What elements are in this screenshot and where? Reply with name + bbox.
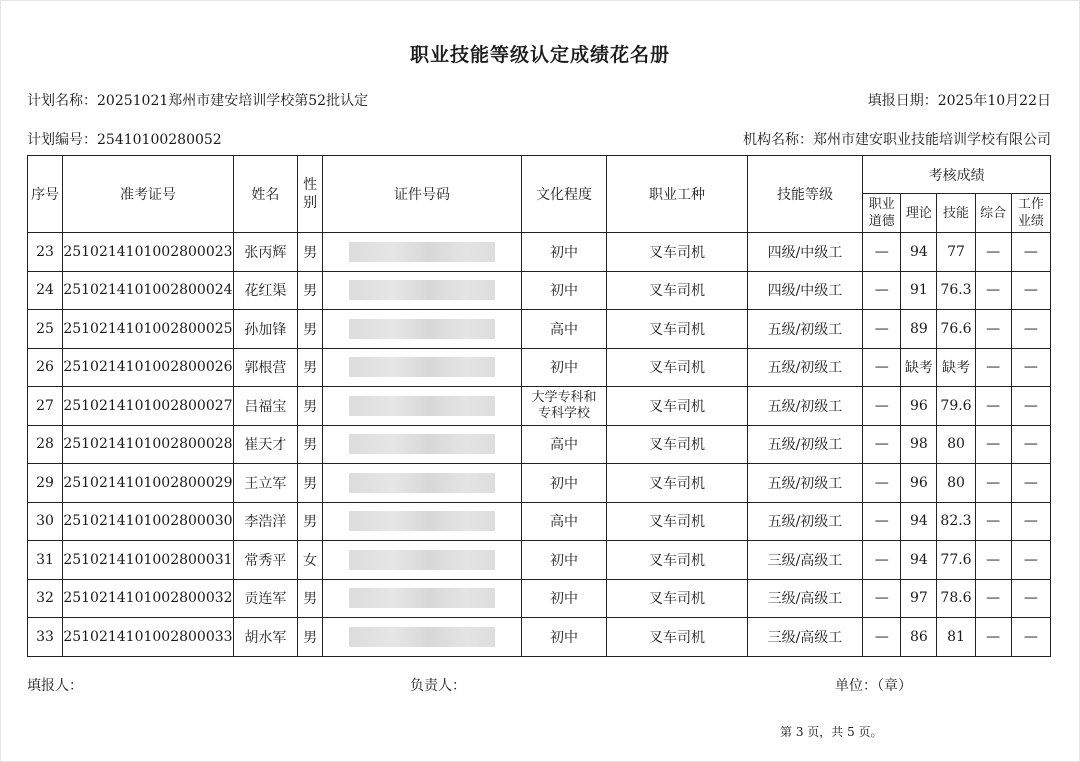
cell-theory: 91 xyxy=(901,271,937,310)
cell-performance: — xyxy=(1011,541,1050,580)
cell-level: 三级/高级工 xyxy=(747,579,862,618)
cell-performance: — xyxy=(1011,310,1050,349)
cell-theory: 86 xyxy=(901,618,937,657)
cell-seq: 23 xyxy=(28,233,63,272)
redacted-id-blur xyxy=(349,319,495,339)
header-theory: 理论 xyxy=(901,194,937,233)
cell-performance: — xyxy=(1011,271,1050,310)
table-row xyxy=(28,387,1051,426)
cell-education: 初中 xyxy=(521,618,606,657)
cell-ethics: — xyxy=(863,425,901,464)
page-number: 第 3 页，共 5 页。 xyxy=(780,725,883,739)
cell-skill: 76.3 xyxy=(937,271,975,310)
org-name: 机构名称：郑州市建安职业技能培训学校有限公司 xyxy=(743,132,1051,148)
cell-ticket: 2510214101002800024 xyxy=(63,271,234,310)
cell-name: 李浩洋 xyxy=(233,502,297,541)
cell-skill: 82.3 xyxy=(937,502,975,541)
cell-overall: — xyxy=(975,310,1011,349)
cell-skill: 77.6 xyxy=(937,541,975,580)
cell-gender: 男 xyxy=(298,579,323,618)
cell-job: 叉车司机 xyxy=(607,579,748,618)
cell-name: 花红渠 xyxy=(233,271,297,310)
cell-theory: 94 xyxy=(901,233,937,272)
cell-ethics: — xyxy=(863,387,901,426)
cell-education xyxy=(521,387,606,426)
header-overall: 综合 xyxy=(975,194,1011,233)
cell-skill: 80 xyxy=(937,425,975,464)
cell-job: 叉车司机 xyxy=(607,502,748,541)
cell-id-redacted xyxy=(323,310,522,349)
cell-id-redacted xyxy=(323,502,522,541)
cell-overall: — xyxy=(975,233,1011,272)
cell-job: 叉车司机 xyxy=(607,387,748,426)
table-row xyxy=(28,425,1051,464)
cell-ethics: — xyxy=(863,310,901,349)
cell-overall: — xyxy=(975,271,1011,310)
table-row xyxy=(28,502,1051,541)
cell-job: 叉车司机 xyxy=(607,541,748,580)
education-line-2: 专科学校 xyxy=(538,405,591,421)
cell-level: 三级/高级工 xyxy=(747,618,862,657)
cell-theory: 96 xyxy=(901,387,937,426)
cell-level: 五级/初级工 xyxy=(747,348,862,387)
cell-id-redacted xyxy=(323,348,522,387)
redacted-id-blur xyxy=(349,550,495,570)
cell-theory: 94 xyxy=(901,541,937,580)
table-row xyxy=(28,233,1051,272)
cell-name: 吕福宝 xyxy=(233,387,297,426)
plan-code: 计划编号：25410100280052 xyxy=(27,132,222,148)
cell-overall: — xyxy=(975,618,1011,657)
cell-education: 初中 xyxy=(521,348,606,387)
cell-level: 五级/初级工 xyxy=(747,502,862,541)
header-level: 技能等级 xyxy=(747,156,862,233)
cell-performance: — xyxy=(1011,502,1050,541)
cell-name: 郭根营 xyxy=(233,348,297,387)
cell-job: 叉车司机 xyxy=(607,310,748,349)
cell-overall: — xyxy=(975,425,1011,464)
cell-id-redacted xyxy=(323,464,522,503)
header-ticket: 准考证号 xyxy=(63,156,234,233)
cell-ticket: 2510214101002800026 xyxy=(63,348,234,387)
cell-gender: 男 xyxy=(298,618,323,657)
score-roster-table xyxy=(27,155,1051,657)
cell-skill: 81 xyxy=(937,618,975,657)
cell-job: 叉车司机 xyxy=(607,425,748,464)
cell-name: 王立军 xyxy=(233,464,297,503)
header-education: 文化程度 xyxy=(521,156,606,233)
cell-seq: 26 xyxy=(28,348,63,387)
cell-performance: — xyxy=(1011,425,1050,464)
cell-ethics: — xyxy=(863,464,901,503)
header-id-number: 证件号码 xyxy=(323,156,522,233)
cell-level: 三级/高级工 xyxy=(747,541,862,580)
redacted-id-blur xyxy=(349,357,495,377)
cell-seq: 32 xyxy=(28,579,63,618)
redacted-id-blur xyxy=(349,280,495,300)
cell-name: 孙加锋 xyxy=(233,310,297,349)
cell-seq: 24 xyxy=(28,271,63,310)
cell-education: 初中 xyxy=(521,464,606,503)
cell-level: 五级/初级工 xyxy=(747,310,862,349)
footer-filler: 填报人： xyxy=(27,678,83,694)
redacted-id-blur xyxy=(349,627,495,647)
cell-ethics: — xyxy=(863,348,901,387)
cell-name: 崔天才 xyxy=(233,425,297,464)
cell-theory: 96 xyxy=(901,464,937,503)
cell-ticket: 2510214101002800031 xyxy=(63,541,234,580)
cell-skill: 80 xyxy=(937,464,975,503)
table-row xyxy=(28,618,1051,657)
cell-overall: — xyxy=(975,387,1011,426)
redacted-id-blur xyxy=(349,588,495,608)
cell-ethics: — xyxy=(863,618,901,657)
cell-ticket: 2510214101002800033 xyxy=(63,618,234,657)
cell-gender: 男 xyxy=(298,425,323,464)
redacted-id-blur xyxy=(349,473,495,493)
cell-ticket: 2510214101002800032 xyxy=(63,579,234,618)
cell-seq: 27 xyxy=(28,387,63,426)
cell-seq: 25 xyxy=(28,310,63,349)
cell-name: 胡水军 xyxy=(233,618,297,657)
cell-overall: — xyxy=(975,348,1011,387)
cell-ethics: — xyxy=(863,233,901,272)
table-row xyxy=(28,310,1051,349)
cell-level: 四级/中级工 xyxy=(747,271,862,310)
cell-ticket: 2510214101002800030 xyxy=(63,502,234,541)
cell-gender: 男 xyxy=(298,271,323,310)
header-performance: 工作业绩 xyxy=(1011,194,1050,233)
cell-theory: 94 xyxy=(901,502,937,541)
cell-name: 贡连军 xyxy=(233,579,297,618)
cell-overall: — xyxy=(975,502,1011,541)
cell-id-redacted xyxy=(323,271,522,310)
cell-overall: — xyxy=(975,541,1011,580)
cell-gender: 女 xyxy=(298,541,323,580)
cell-skill: 缺考 xyxy=(937,348,975,387)
cell-ticket: 2510214101002800023 xyxy=(63,233,234,272)
cell-gender: 男 xyxy=(298,233,323,272)
cell-education: 高中 xyxy=(521,425,606,464)
cell-theory: 97 xyxy=(901,579,937,618)
cell-ticket: 2510214101002800029 xyxy=(63,464,234,503)
cell-skill: 76.6 xyxy=(937,310,975,349)
redacted-id-blur xyxy=(349,242,495,262)
cell-theory: 98 xyxy=(901,425,937,464)
cell-job: 叉车司机 xyxy=(607,348,748,387)
cell-name: 常秀平 xyxy=(233,541,297,580)
cell-theory: 89 xyxy=(901,310,937,349)
cell-performance: — xyxy=(1011,579,1050,618)
cell-gender: 男 xyxy=(298,464,323,503)
cell-ethics: — xyxy=(863,541,901,580)
cell-id-redacted xyxy=(323,541,522,580)
redacted-id-blur xyxy=(349,434,495,454)
cell-performance: — xyxy=(1011,618,1050,657)
cell-id-redacted xyxy=(323,387,522,426)
table-row xyxy=(28,348,1051,387)
header-gender: 性别 xyxy=(298,156,323,233)
cell-education: 初中 xyxy=(521,579,606,618)
header-ethics: 职业道德 xyxy=(863,194,901,233)
cell-performance: — xyxy=(1011,387,1050,426)
cell-ethics: — xyxy=(863,502,901,541)
header-job: 职业工种 xyxy=(607,156,748,233)
table-row xyxy=(28,579,1051,618)
cell-id-redacted xyxy=(323,233,522,272)
cell-level: 五级/初级工 xyxy=(747,464,862,503)
table-row xyxy=(28,541,1051,580)
cell-seq: 30 xyxy=(28,502,63,541)
cell-job: 叉车司机 xyxy=(607,618,748,657)
fill-date: 填报日期：2025年10月22日 xyxy=(867,93,1051,109)
header-scores: 考核成绩 xyxy=(863,156,1051,194)
cell-ticket: 2510214101002800025 xyxy=(63,310,234,349)
cell-id-redacted xyxy=(323,579,522,618)
cell-id-redacted xyxy=(323,618,522,657)
table-row xyxy=(28,271,1051,310)
cell-seq: 33 xyxy=(28,618,63,657)
redacted-id-blur xyxy=(349,396,495,416)
cell-education: 高中 xyxy=(521,310,606,349)
cell-ticket: 2510214101002800027 xyxy=(63,387,234,426)
header-name: 姓名 xyxy=(233,156,297,233)
cell-education: 初中 xyxy=(521,233,606,272)
cell-name: 张丙辉 xyxy=(233,233,297,272)
cell-job: 叉车司机 xyxy=(607,271,748,310)
cell-ticket: 2510214101002800028 xyxy=(63,425,234,464)
cell-gender: 男 xyxy=(298,348,323,387)
cell-job: 叉车司机 xyxy=(607,233,748,272)
cell-gender: 男 xyxy=(298,387,323,426)
cell-level: 五级/初级工 xyxy=(747,387,862,426)
cell-theory: 缺考 xyxy=(901,348,937,387)
cell-skill: 77 xyxy=(937,233,975,272)
plan-name: 计划名称：20251021郑州市建安培训学校第52批认定 xyxy=(27,93,369,109)
cell-id-redacted xyxy=(323,425,522,464)
cell-seq: 29 xyxy=(28,464,63,503)
cell-ethics: — xyxy=(863,271,901,310)
cell-performance: — xyxy=(1011,233,1050,272)
cell-seq: 31 xyxy=(28,541,63,580)
cell-education: 初中 xyxy=(521,541,606,580)
cell-performance: — xyxy=(1011,348,1050,387)
cell-overall: — xyxy=(975,579,1011,618)
cell-ethics: — xyxy=(863,579,901,618)
cell-seq: 28 xyxy=(28,425,63,464)
header-skill: 技能 xyxy=(937,194,975,233)
table-row xyxy=(28,464,1051,503)
cell-level: 四级/中级工 xyxy=(747,233,862,272)
document-title: 职业技能等级认定成绩花名册 xyxy=(409,44,670,66)
cell-overall: — xyxy=(975,464,1011,503)
footer-responsible: 负责人： xyxy=(410,678,466,694)
cell-gender: 男 xyxy=(298,310,323,349)
cell-education: 初中 xyxy=(521,271,606,310)
redacted-id-blur xyxy=(349,511,495,531)
footer-unit-seal: 单位：（章） xyxy=(835,678,912,694)
cell-skill: 79.6 xyxy=(937,387,975,426)
cell-education: 高中 xyxy=(521,502,606,541)
education-line-1: 大学专科和 xyxy=(531,389,597,405)
cell-gender: 男 xyxy=(298,502,323,541)
cell-job: 叉车司机 xyxy=(607,464,748,503)
header-seq: 序号 xyxy=(28,156,63,233)
cell-skill: 78.6 xyxy=(937,579,975,618)
cell-performance: — xyxy=(1011,464,1050,503)
cell-level: 五级/初级工 xyxy=(747,425,862,464)
